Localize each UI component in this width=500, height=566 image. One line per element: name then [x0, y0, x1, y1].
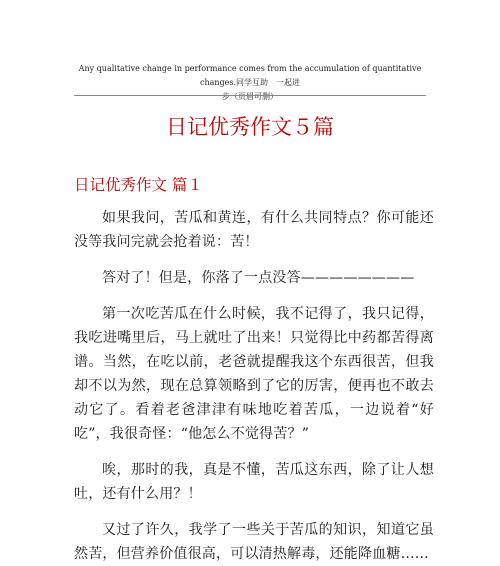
header-line-1: Any qualitative change in performance comes from the accumulation of quantitative changes.同学互助 一起进	[78, 64, 422, 87]
section-title: 日记优秀作文 篇１	[74, 176, 203, 194]
header-divider	[74, 95, 426, 96]
paragraph: 如果我问，苦瓜和黄连，有什么共同特点？你可能还没等我问完就会抢着说：苦！	[74, 210, 434, 250]
document-title: 日记优秀作文５篇	[166, 115, 334, 139]
paragraph: 第一次吃苦瓜在什么时候，我不记得了，我只记得，我吃进嘴里后，马上就吐了出来！只觉得比中药都苦得离谱。当然，在吃以前，老爸就提醒我这个东西很苦，但我却不以为然，现在总算领略到了它的厉害，便再也不敢去动它了。看着老爸津津有味地吃着苦瓜，一边说着“好吃”，我很奇怪：“他怎么不觉得苦？”	[74, 306, 434, 442]
paragraph: 唉，那时的我，真是不懂，苦瓜这东西，除了让人想吐，还有什么用？！	[74, 462, 434, 502]
body-text	[74, 206, 434, 566]
header-line-2: 步（页眉可删）	[222, 92, 278, 101]
paragraph: 答对了！但是，你落了一点没答————————	[102, 270, 415, 286]
page-header	[60, 62, 440, 104]
paragraph: 又过了许久，我学了一些关于苦瓜的知识，知道它虽然苦，但营养价值很高，可以清热解毒，还能降血糖……	[74, 522, 434, 562]
